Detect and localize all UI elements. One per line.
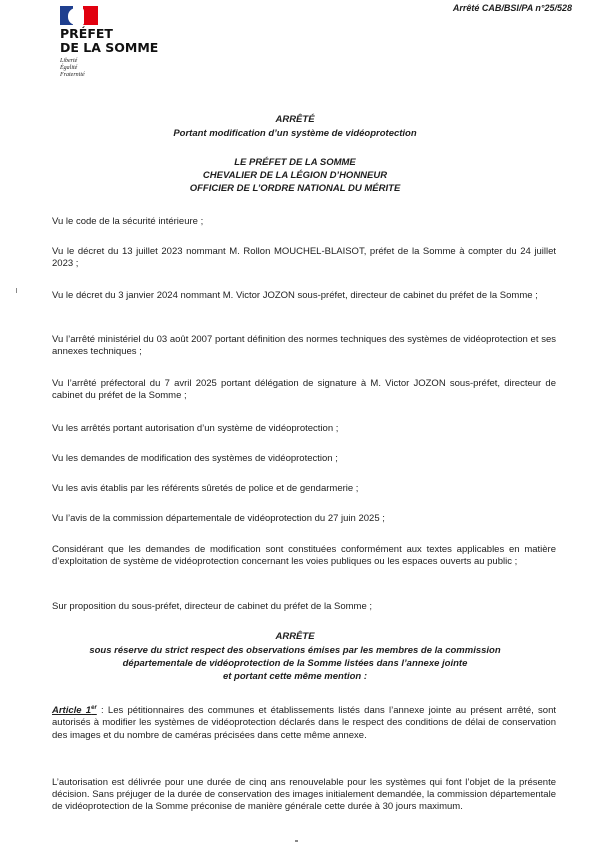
visa-arrete-ministeriel: Vu l’arrêté ministériel du 03 août 2007 portant définition des normes techniques des systèmes de vidéoprotection et ses annexes techniques ;	[52, 334, 556, 358]
authority-line-2: CHEVALIER DE LA LÉGION D’HONNEUR	[202, 170, 388, 181]
decision-heading: ARRÊTE	[275, 631, 315, 642]
prefecture-logo	[60, 6, 220, 79]
visa-arretes-autorisation: Vu les arrêtés portant autorisation d’un système de vidéoprotection ;	[52, 423, 339, 434]
document-subject: Portant modification d’un système de vidéoprotection	[173, 128, 417, 139]
article-1: Article 1er : Les pétitionnaires des communes et établissements listés dans l’annexe jointe au présent arrêté, sont autorisés à modifier les systèmes de vidéoprotection déclarés dans le respect des conditions de délai de conservation des images et du nombre de caméras précisées dans cette même annexe.	[52, 705, 557, 741]
considerant-paragraph: Considérant que les demandes de modification sont constituées conformément aux textes applicables en matière d’exploitation de système de vidéoprotection concernant les voies publiques ou les espaces ouverts au public ;	[52, 544, 556, 568]
visa-code-securite: Vu le code de la sécurité intérieure ;	[52, 216, 204, 227]
article-1-text: Les pétitionnaires des communes et établissements listés dans l’annexe jointe au présent arrêté, sont autorisés à modifier les systèmes de vidéoprotection déclarés dans le respect des conditions de délai de conservation des images et du nombre de caméras précisées dans cette même annexe.	[52, 705, 557, 741]
visa-decret-prefet: Vu le décret du 13 juillet 2023 nommant M. Rollon MOUCHEL-BLAISOT, préfet de la Somme à compter du 24 juillet 2023 ;	[52, 246, 556, 270]
motto-egalite: Égalité	[60, 65, 78, 71]
visa-avis-referents: Vu les avis établis par les référents sûretés de police et de gendarmerie ;	[52, 483, 359, 494]
visa-avis-commission: Vu l’avis de la commission départementale de vidéoprotection du 27 juin 2025 ;	[52, 513, 385, 524]
visa-arrete-prefectoral: Vu l’arrêté préfectoral du 7 avril 2025 portant délégation de signature à M. Victor JOZON sous-préfet, directeur de cabinet du préfet de la Somme ;	[52, 378, 556, 402]
article-1-label: Article 1er	[52, 705, 97, 717]
proposition-paragraph: Sur proposition du sous-préfet, directeur de cabinet du préfet de la Somme ;	[52, 601, 373, 612]
scan-mark	[295, 840, 298, 842]
authority-line-3: OFFICIER DE L’ORDRE NATIONAL DU MÉRITE	[189, 183, 401, 194]
motto-liberte: Liberté	[60, 58, 78, 64]
visa-decret-sous-prefet: Vu le décret du 3 janvier 2024 nommant M. Victor JOZON sous-préfet, directeur de cabinet du préfet de la Somme ;	[52, 290, 538, 301]
marianne-flag-icon	[60, 6, 98, 25]
republic-motto	[60, 58, 220, 79]
document-kind: ARRÊTÉ	[275, 114, 315, 125]
motto-fraternite: Fraternité	[60, 72, 85, 78]
reserve-line-2: départementale de vidéoprotection de la Somme listées dans l’annexe jointe	[122, 658, 468, 669]
reserve-line-3: et portant cette même mention :	[222, 671, 368, 682]
scan-mark	[16, 288, 17, 293]
prefecture-name-line1: PRÉFET	[60, 26, 113, 41]
document-reference: Arrêté CAB/BSI/PA n°25/528	[452, 3, 572, 13]
visa-demandes-modification: Vu les demandes de modification des systèmes de vidéoprotection ;	[52, 453, 338, 464]
authority-line-1: LE PRÉFET DE LA SOMME	[234, 157, 356, 168]
reserve-line-1: sous réserve du strict respect des observations émises par les membres de la commission	[89, 645, 501, 656]
prefecture-name	[60, 27, 220, 55]
prefecture-name-line2: DE LA SOMME	[60, 40, 159, 55]
authorization-paragraph: L’autorisation est délivrée pour une durée de cinq ans renouvelable pour les systèmes qui font l’objet de la présente décision. Sans préjuger de la durée de conservation des images initialement demandée, la commission départementale de vidéoprotection de la Somme préconise de manière générale cette durée à 30 jours maximum.	[52, 777, 556, 813]
